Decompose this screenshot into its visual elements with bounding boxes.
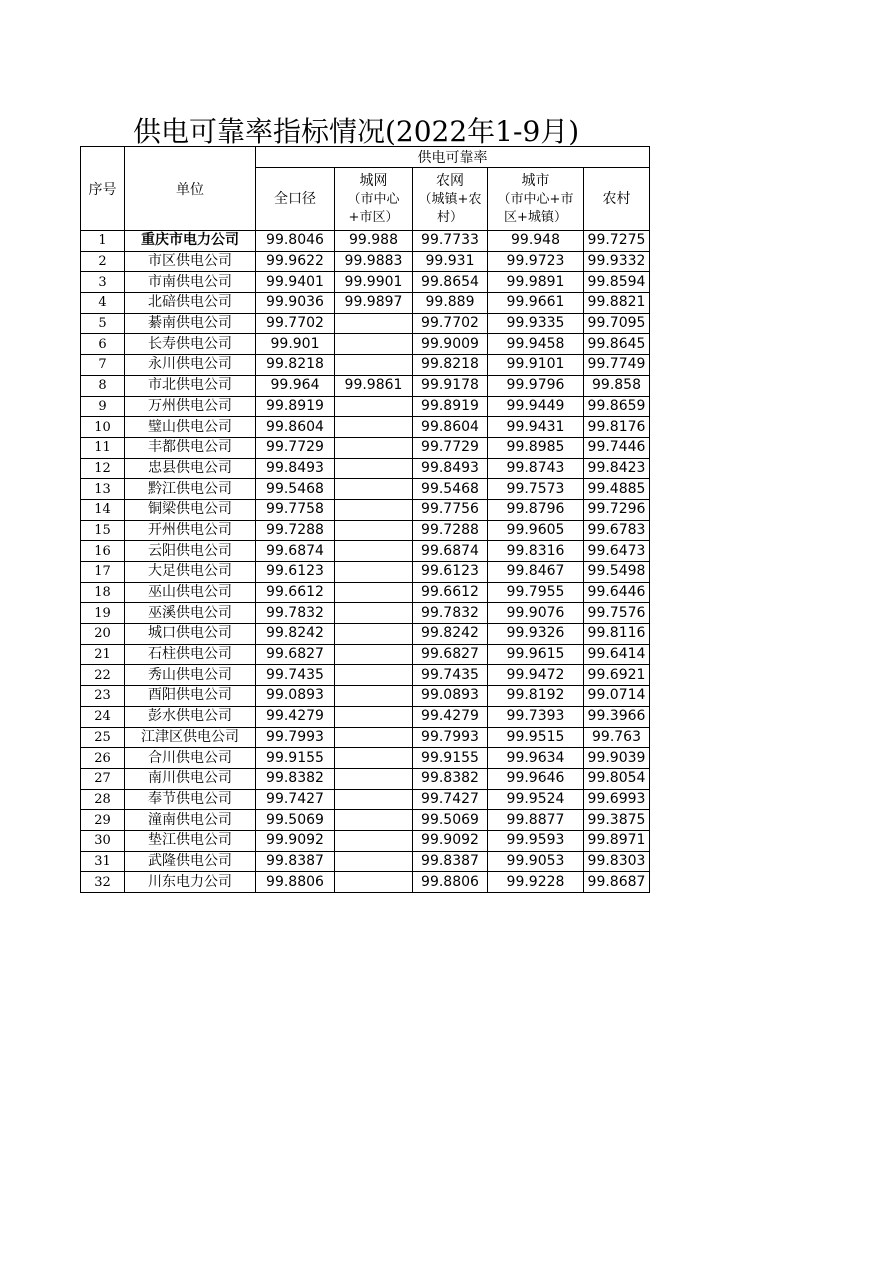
cell-seq: 16: [81, 541, 125, 562]
table-row: [81, 520, 650, 541]
cell-rural-grid: 99.6612: [413, 582, 488, 603]
cell-urban-grid: [335, 313, 413, 334]
cell-rural-grid: 99.9009: [413, 334, 488, 355]
cell-city: 99.9326: [488, 624, 584, 645]
cell-countryside: 99.3875: [584, 810, 650, 831]
cell-unit: 开州供电公司: [125, 520, 256, 541]
cell-unit: 长寿供电公司: [125, 334, 256, 355]
cell-seq: 12: [81, 458, 125, 479]
cell-city: 99.9796: [488, 375, 584, 396]
cell-rural-grid: 99.8806: [413, 872, 488, 893]
header-col-city-main: 城市: [521, 172, 550, 189]
cell-rural-grid: 99.4279: [413, 706, 488, 727]
cell-countryside: 99.8821: [584, 293, 650, 314]
cell-rural-grid: 99.7702: [413, 313, 488, 334]
cell-urban-grid: [335, 851, 413, 872]
cell-rural-grid: 99.0893: [413, 686, 488, 707]
cell-unit: 璧山供电公司: [125, 417, 256, 438]
cell-seq: 32: [81, 872, 125, 893]
cell-rural-grid: 99.8242: [413, 624, 488, 645]
cell-city: 99.9615: [488, 644, 584, 665]
cell-urban-grid: [335, 562, 413, 583]
table-row: [81, 272, 650, 293]
cell-countryside: 99.8594: [584, 272, 650, 293]
cell-rural-grid: 99.7435: [413, 665, 488, 686]
cell-all: 99.6612: [256, 582, 335, 603]
cell-unit: 城口供电公司: [125, 624, 256, 645]
cell-city: 99.8316: [488, 541, 584, 562]
cell-rural-grid: 99.931: [413, 251, 488, 272]
table-row: [81, 499, 650, 520]
cell-city: 99.7393: [488, 706, 584, 727]
cell-rural-grid: 99.7756: [413, 499, 488, 520]
cell-city: 99.8877: [488, 810, 584, 831]
cell-countryside: 99.8116: [584, 624, 650, 645]
cell-all: 99.8919: [256, 396, 335, 417]
cell-city: 99.7955: [488, 582, 584, 603]
cell-unit: 忠县供电公司: [125, 458, 256, 479]
cell-all: 99.7427: [256, 789, 335, 810]
cell-rural-grid: 99.6827: [413, 644, 488, 665]
cell-urban-grid: [335, 768, 413, 789]
table-row: [81, 872, 650, 893]
header-col-urban-grid-sub: （市中心+市区）: [347, 191, 400, 225]
cell-countryside: 99.6783: [584, 520, 650, 541]
header-col-rural-grid-sub: （城镇+农村）: [418, 191, 482, 225]
cell-urban-grid: [335, 582, 413, 603]
cell-urban-grid: [335, 830, 413, 851]
table-row: [81, 748, 650, 769]
cell-unit: 垫江供电公司: [125, 830, 256, 851]
header-row-group: [81, 147, 650, 168]
cell-countryside: 99.7296: [584, 499, 650, 520]
cell-all: 99.9622: [256, 251, 335, 272]
header-col-rural-grid: [413, 168, 488, 231]
table-row: [81, 624, 650, 645]
table-row: [81, 417, 650, 438]
cell-countryside: 99.858: [584, 375, 650, 396]
cell-all: 99.8046: [256, 231, 335, 252]
cell-rural-grid: 99.9178: [413, 375, 488, 396]
cell-unit: 大足供电公司: [125, 562, 256, 583]
cell-rural-grid: 99.8493: [413, 458, 488, 479]
cell-unit: 巫山供电公司: [125, 582, 256, 603]
table-row: [81, 644, 650, 665]
cell-all: 99.4279: [256, 706, 335, 727]
cell-rural-grid: 99.7832: [413, 603, 488, 624]
cell-rural-grid: 99.6123: [413, 562, 488, 583]
cell-city: 99.9661: [488, 293, 584, 314]
table-row: [81, 479, 650, 500]
cell-city: 99.948: [488, 231, 584, 252]
cell-seq: 15: [81, 520, 125, 541]
cell-city: 99.9472: [488, 665, 584, 686]
cell-countryside: 99.9332: [584, 251, 650, 272]
table-row: [81, 396, 650, 417]
cell-countryside: 99.3966: [584, 706, 650, 727]
cell-urban-grid: [335, 541, 413, 562]
table-row: [81, 603, 650, 624]
cell-countryside: 99.7749: [584, 355, 650, 376]
cell-seq: 4: [81, 293, 125, 314]
cell-all: 99.8382: [256, 768, 335, 789]
cell-seq: 27: [81, 768, 125, 789]
header-col-all-main: 全口径: [274, 190, 316, 207]
cell-countryside: 99.6993: [584, 789, 650, 810]
cell-unit: 南川供电公司: [125, 768, 256, 789]
header-col-countryside-main: 农村: [602, 190, 631, 207]
cell-rural-grid: 99.8218: [413, 355, 488, 376]
cell-rural-grid: 99.7993: [413, 727, 488, 748]
cell-countryside: 99.6446: [584, 582, 650, 603]
cell-unit: 市北供电公司: [125, 375, 256, 396]
cell-rural-grid: 99.8919: [413, 396, 488, 417]
cell-unit: 北碚供电公司: [125, 293, 256, 314]
cell-countryside: 99.6414: [584, 644, 650, 665]
cell-urban-grid: [335, 810, 413, 831]
cell-unit: 秀山供电公司: [125, 665, 256, 686]
table-row: [81, 706, 650, 727]
cell-all: 99.7832: [256, 603, 335, 624]
cell-urban-grid: 99.988: [335, 231, 413, 252]
cell-unit: 川东电力公司: [125, 872, 256, 893]
header-seq: 序号: [81, 147, 125, 231]
cell-urban-grid: [335, 748, 413, 769]
cell-all: 99.9092: [256, 830, 335, 851]
cell-urban-grid: [335, 499, 413, 520]
cell-seq: 29: [81, 810, 125, 831]
cell-seq: 9: [81, 396, 125, 417]
table-row: [81, 810, 650, 831]
cell-city: 99.8985: [488, 437, 584, 458]
table-body: [81, 231, 650, 893]
cell-city: 99.9076: [488, 603, 584, 624]
cell-urban-grid: [335, 479, 413, 500]
cell-unit: 酉阳供电公司: [125, 686, 256, 707]
cell-city: 99.8467: [488, 562, 584, 583]
page-title: 供电可靠率指标情况(2022年1-9月): [133, 115, 580, 148]
cell-city: 99.9515: [488, 727, 584, 748]
cell-unit: 石柱供电公司: [125, 644, 256, 665]
cell-countryside: 99.6921: [584, 665, 650, 686]
cell-unit: 潼南供电公司: [125, 810, 256, 831]
table-row: [81, 458, 650, 479]
cell-urban-grid: [335, 686, 413, 707]
cell-countryside: 99.763: [584, 727, 650, 748]
table-row: [81, 293, 650, 314]
cell-all: 99.7702: [256, 313, 335, 334]
cell-seq: 21: [81, 644, 125, 665]
cell-urban-grid: [335, 706, 413, 727]
cell-city: 99.8796: [488, 499, 584, 520]
cell-urban-grid: [335, 644, 413, 665]
cell-urban-grid: [335, 458, 413, 479]
cell-all: 99.901: [256, 334, 335, 355]
cell-unit: 市南供电公司: [125, 272, 256, 293]
cell-urban-grid: 99.9883: [335, 251, 413, 272]
header-col-countryside: [584, 168, 650, 231]
cell-city: 99.7573: [488, 479, 584, 500]
table-row: [81, 355, 650, 376]
cell-urban-grid: [335, 417, 413, 438]
cell-unit: 彭水供电公司: [125, 706, 256, 727]
cell-countryside: 99.0714: [584, 686, 650, 707]
header-col-rural-grid-main: 农网: [436, 172, 464, 189]
cell-all: 99.0893: [256, 686, 335, 707]
cell-all: 99.8806: [256, 872, 335, 893]
cell-countryside: 99.8423: [584, 458, 650, 479]
cell-urban-grid: [335, 437, 413, 458]
cell-countryside: 99.5498: [584, 562, 650, 583]
cell-unit: 綦南供电公司: [125, 313, 256, 334]
cell-urban-grid: [335, 603, 413, 624]
cell-all: 99.7288: [256, 520, 335, 541]
cell-rural-grid: 99.7729: [413, 437, 488, 458]
cell-seq: 22: [81, 665, 125, 686]
cell-countryside: 99.8054: [584, 768, 650, 789]
cell-seq: 31: [81, 851, 125, 872]
cell-seq: 28: [81, 789, 125, 810]
cell-all: 99.9036: [256, 293, 335, 314]
cell-seq: 14: [81, 499, 125, 520]
cell-seq: 20: [81, 624, 125, 645]
cell-countryside: 99.6473: [584, 541, 650, 562]
cell-city: 99.9723: [488, 251, 584, 272]
cell-urban-grid: 99.9897: [335, 293, 413, 314]
header-unit: 单位: [125, 147, 256, 231]
table-row: [81, 437, 650, 458]
cell-all: 99.5468: [256, 479, 335, 500]
cell-seq: 5: [81, 313, 125, 334]
cell-rural-grid: 99.9155: [413, 748, 488, 769]
cell-all: 99.964: [256, 375, 335, 396]
cell-unit: 市区供电公司: [125, 251, 256, 272]
cell-unit: 云阳供电公司: [125, 541, 256, 562]
cell-seq: 18: [81, 582, 125, 603]
table-row: [81, 830, 650, 851]
cell-city: 99.9593: [488, 830, 584, 851]
cell-seq: 1: [81, 231, 125, 252]
cell-urban-grid: [335, 665, 413, 686]
cell-countryside: 99.8971: [584, 830, 650, 851]
cell-countryside: 99.7275: [584, 231, 650, 252]
cell-seq: 17: [81, 562, 125, 583]
cell-seq: 26: [81, 748, 125, 769]
cell-rural-grid: 99.8654: [413, 272, 488, 293]
cell-urban-grid: [335, 872, 413, 893]
cell-unit: 铜梁供电公司: [125, 499, 256, 520]
header-group-reliability: 供电可靠率: [256, 147, 650, 168]
cell-urban-grid: [335, 396, 413, 417]
cell-unit: 永川供电公司: [125, 355, 256, 376]
cell-unit: 武隆供电公司: [125, 851, 256, 872]
cell-city: 99.8192: [488, 686, 584, 707]
cell-unit: 巫溪供电公司: [125, 603, 256, 624]
table-row: [81, 375, 650, 396]
cell-rural-grid: 99.8382: [413, 768, 488, 789]
cell-rural-grid: 99.5468: [413, 479, 488, 500]
header-col-urban-grid: [335, 168, 413, 231]
cell-all: 99.6827: [256, 644, 335, 665]
cell-urban-grid: [335, 520, 413, 541]
header-col-city: [488, 168, 584, 231]
cell-seq: 3: [81, 272, 125, 293]
cell-all: 99.7758: [256, 499, 335, 520]
cell-unit: 奉节供电公司: [125, 789, 256, 810]
cell-city: 99.9646: [488, 768, 584, 789]
cell-unit: 江津区供电公司: [125, 727, 256, 748]
cell-unit: 重庆市电力公司: [125, 231, 256, 252]
cell-rural-grid: 99.9092: [413, 830, 488, 851]
cell-countryside: 99.8303: [584, 851, 650, 872]
cell-seq: 25: [81, 727, 125, 748]
cell-urban-grid: [335, 789, 413, 810]
cell-all: 99.8218: [256, 355, 335, 376]
cell-countryside: 99.7446: [584, 437, 650, 458]
cell-countryside: 99.7095: [584, 313, 650, 334]
cell-urban-grid: [335, 624, 413, 645]
cell-unit: 合川供电公司: [125, 748, 256, 769]
header-col-all: [256, 168, 335, 231]
cell-seq: 8: [81, 375, 125, 396]
cell-rural-grid: 99.6874: [413, 541, 488, 562]
reliability-table: [80, 146, 650, 893]
cell-all: 99.9401: [256, 272, 335, 293]
cell-rural-grid: 99.5069: [413, 810, 488, 831]
cell-rural-grid: 99.889: [413, 293, 488, 314]
cell-seq: 19: [81, 603, 125, 624]
cell-countryside: 99.7576: [584, 603, 650, 624]
cell-city: 99.9431: [488, 417, 584, 438]
cell-city: 99.9524: [488, 789, 584, 810]
table-row: [81, 768, 650, 789]
cell-rural-grid: 99.7733: [413, 231, 488, 252]
cell-all: 99.7993: [256, 727, 335, 748]
table-row: [81, 251, 650, 272]
cell-rural-grid: 99.7427: [413, 789, 488, 810]
header-col-urban-grid-main: 城网: [359, 172, 388, 189]
cell-city: 99.9335: [488, 313, 584, 334]
cell-urban-grid: [335, 334, 413, 355]
cell-countryside: 99.8687: [584, 872, 650, 893]
table-row: [81, 665, 650, 686]
cell-seq: 23: [81, 686, 125, 707]
cell-countryside: 99.8176: [584, 417, 650, 438]
cell-seq: 13: [81, 479, 125, 500]
table-row: [81, 686, 650, 707]
cell-countryside: 99.9039: [584, 748, 650, 769]
cell-city: 99.9891: [488, 272, 584, 293]
table-row: [81, 541, 650, 562]
cell-seq: 7: [81, 355, 125, 376]
table-row: [81, 313, 650, 334]
cell-countryside: 99.8659: [584, 396, 650, 417]
cell-countryside: 99.8645: [584, 334, 650, 355]
cell-rural-grid: 99.8387: [413, 851, 488, 872]
cell-all: 99.9155: [256, 748, 335, 769]
table-row: [81, 334, 650, 355]
cell-all: 99.8387: [256, 851, 335, 872]
cell-city: 99.9053: [488, 851, 584, 872]
cell-seq: 10: [81, 417, 125, 438]
cell-rural-grid: 99.8604: [413, 417, 488, 438]
table-row: [81, 789, 650, 810]
cell-seq: 24: [81, 706, 125, 727]
table-row: [81, 727, 650, 748]
table-row: [81, 851, 650, 872]
cell-seq: 2: [81, 251, 125, 272]
table-row: [81, 231, 650, 252]
cell-all: 99.8493: [256, 458, 335, 479]
cell-all: 99.7729: [256, 437, 335, 458]
cell-all: 99.5069: [256, 810, 335, 831]
cell-urban-grid: 99.9861: [335, 375, 413, 396]
cell-city: 99.9458: [488, 334, 584, 355]
cell-countryside: 99.4885: [584, 479, 650, 500]
cell-all: 99.8604: [256, 417, 335, 438]
cell-urban-grid: [335, 727, 413, 748]
cell-rural-grid: 99.7288: [413, 520, 488, 541]
cell-unit: 万州供电公司: [125, 396, 256, 417]
cell-seq: 30: [81, 830, 125, 851]
cell-city: 99.8743: [488, 458, 584, 479]
cell-all: 99.6874: [256, 541, 335, 562]
cell-all: 99.7435: [256, 665, 335, 686]
table-row: [81, 562, 650, 583]
cell-seq: 11: [81, 437, 125, 458]
cell-city: 99.9634: [488, 748, 584, 769]
cell-seq: 6: [81, 334, 125, 355]
cell-all: 99.6123: [256, 562, 335, 583]
cell-city: 99.9605: [488, 520, 584, 541]
cell-unit: 黔江供电公司: [125, 479, 256, 500]
cell-all: 99.8242: [256, 624, 335, 645]
cell-unit: 丰都供电公司: [125, 437, 256, 458]
cell-city: 99.9101: [488, 355, 584, 376]
header-col-city-sub: （市中心+市区+城镇）: [497, 191, 574, 225]
cell-urban-grid: [335, 355, 413, 376]
table-row: [81, 582, 650, 603]
cell-urban-grid: 99.9901: [335, 272, 413, 293]
cell-city: 99.9228: [488, 872, 584, 893]
cell-city: 99.9449: [488, 396, 584, 417]
